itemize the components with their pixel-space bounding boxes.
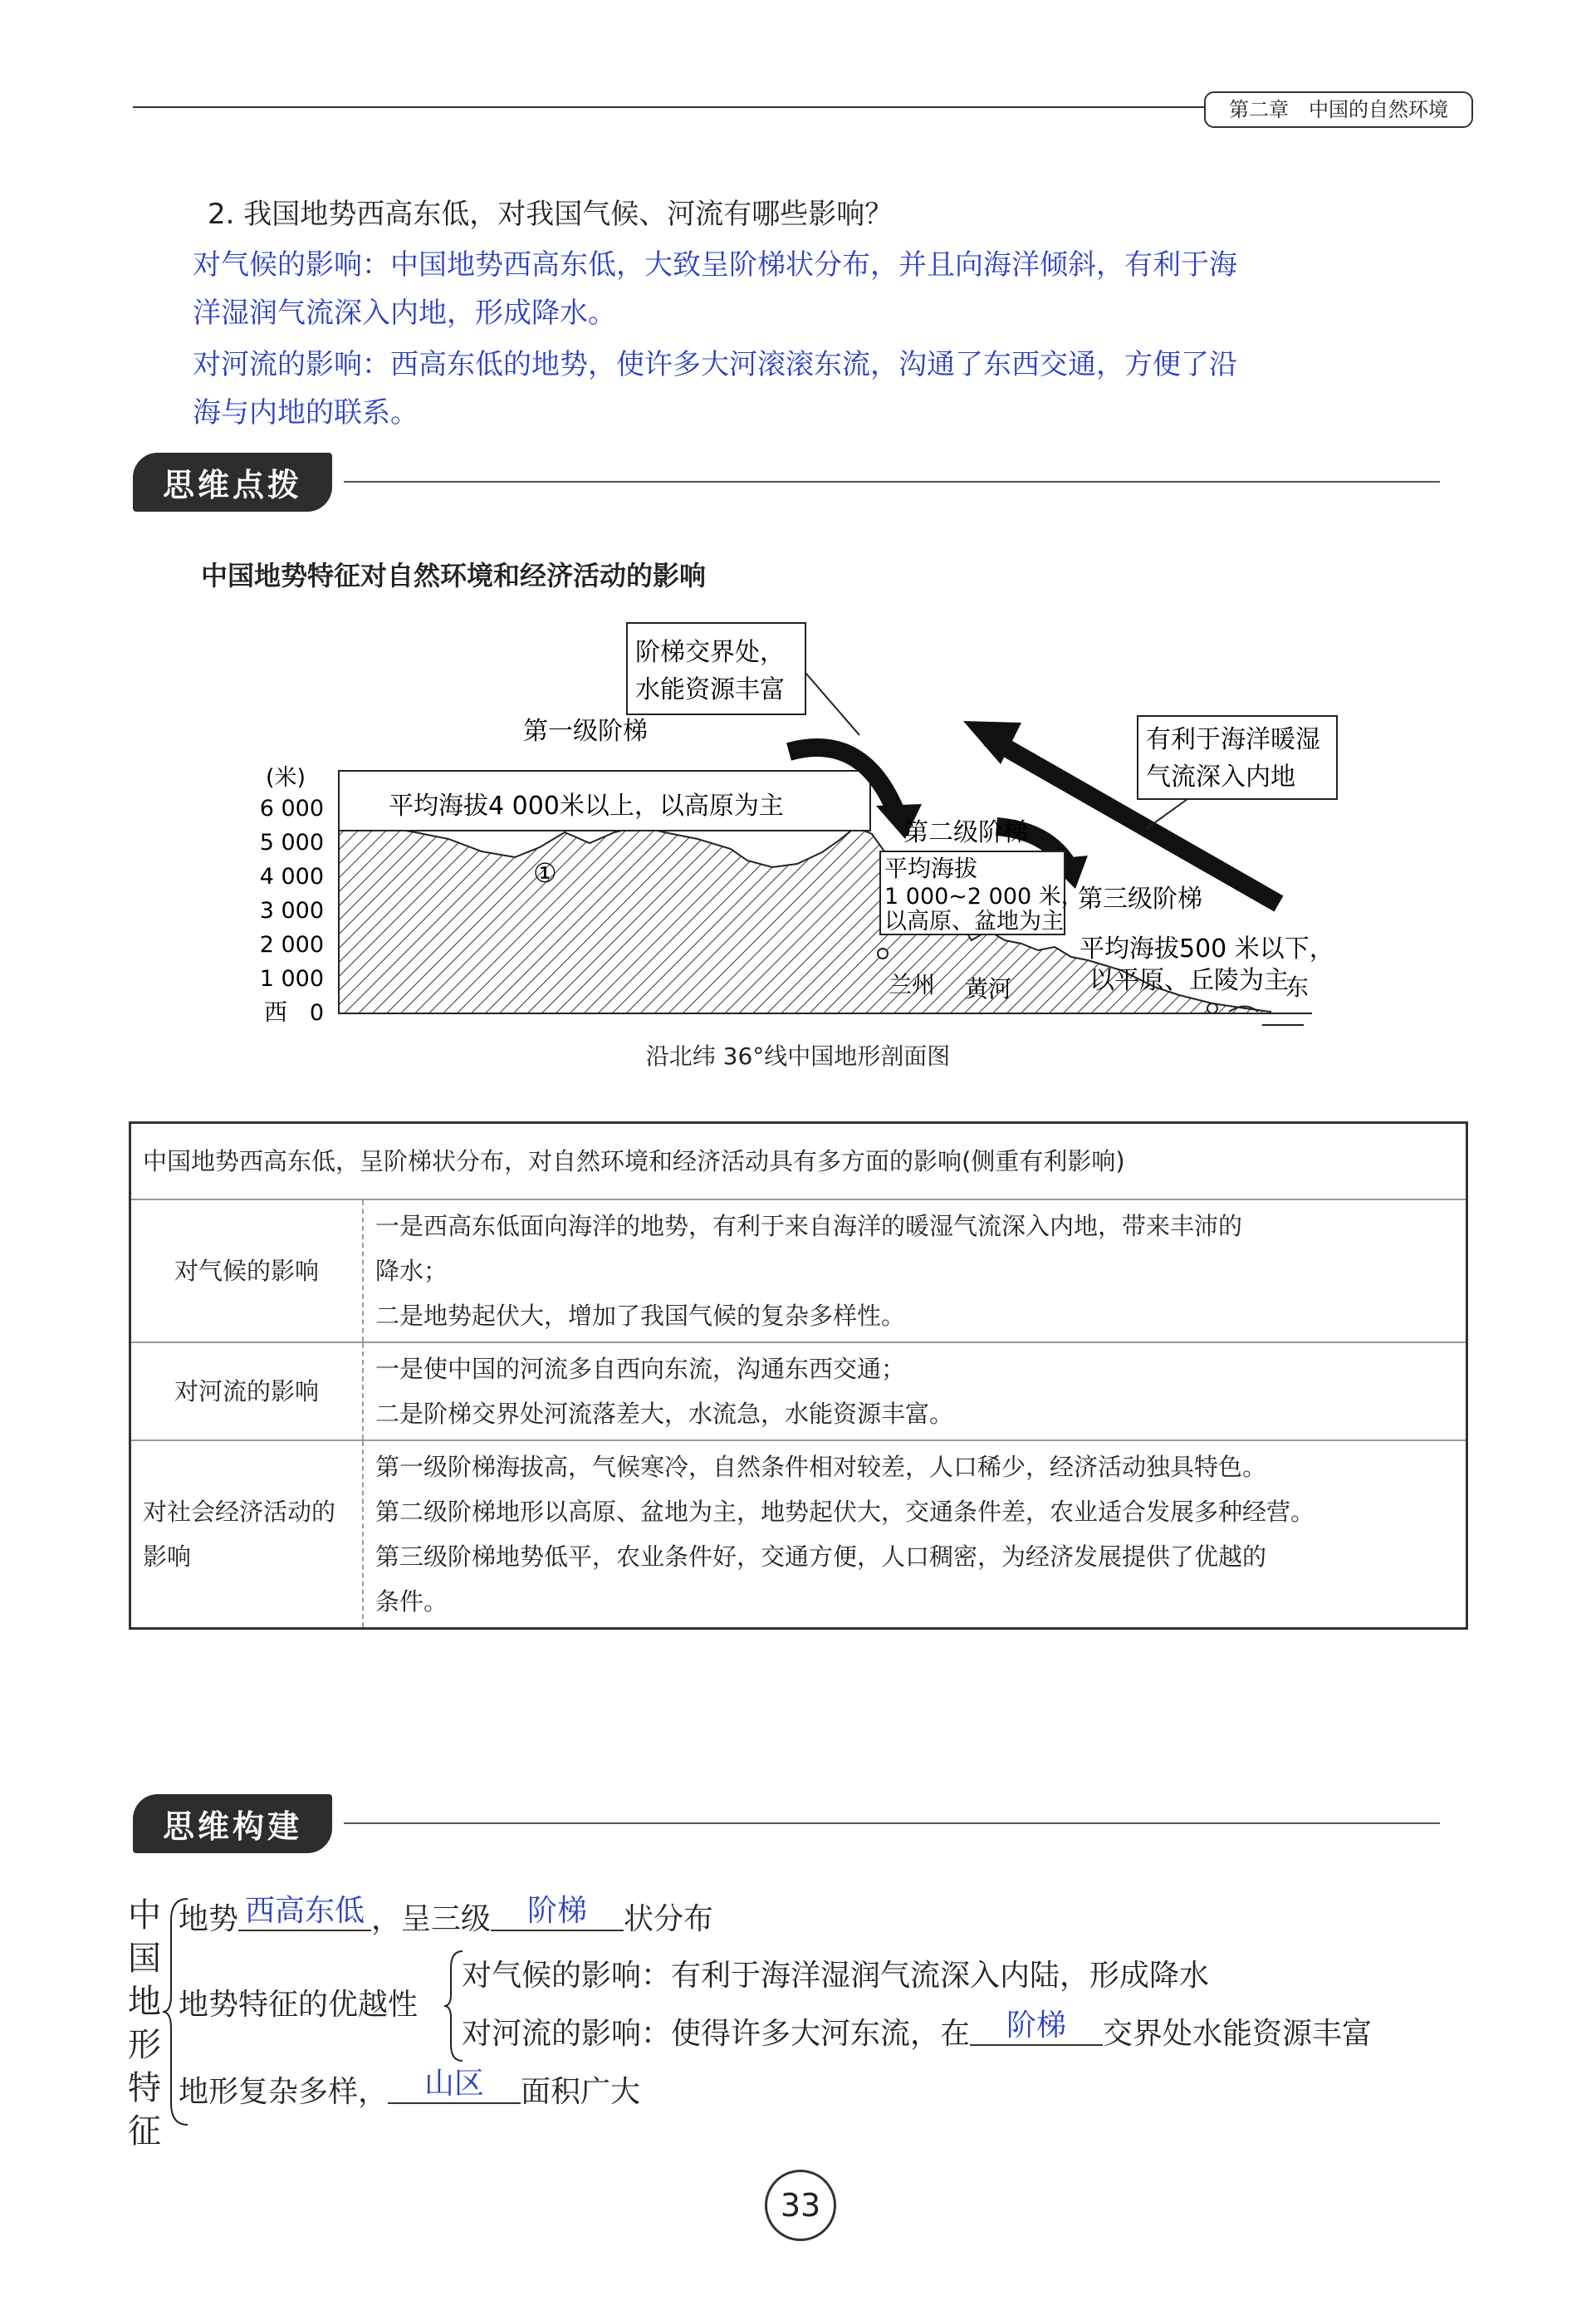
section-title: 思维构建 [133, 1794, 332, 1853]
row-content [363, 1342, 1467, 1440]
mindmap-branch-1 [179, 1896, 713, 1940]
mindmap-branch-2a: 对气候的影响：有利于海洋湿润气流深入内陆，形成降水 [462, 1959, 1210, 1993]
branch-text: ，呈三级 [371, 1902, 492, 1936]
row-line: 一是使中国的河流多自西向东流，沟通东西交通； [375, 1355, 906, 1383]
row-line: 二是地势起伏大，增加了我国气候的复杂多样性。 [375, 1302, 906, 1330]
branch-text: 面积广大 [521, 2075, 641, 2109]
answer-climate-1: 对气候的影响：中国地势西高东低，大致呈阶梯状分布，并且向海洋倾斜，有利于海 [193, 248, 1237, 282]
page-number: 33 [765, 2170, 836, 2241]
branch-text: 对河流的影响：使得许多大河东流，在 [462, 2017, 971, 2051]
y-tick: 6 000 [259, 796, 324, 822]
table-intro: 中国地势西高东低，呈阶梯状分布，对自然环境和经济活动具有多方面的影响(侧重有利影响) [143, 1147, 1125, 1175]
diagram-subtitle: 中国地势特征对自然环境和经济活动的影响 [201, 560, 707, 591]
chapter-label: 第二章 中国的自然环境 [1204, 91, 1473, 128]
step2-desc-1: 平均海拔 [884, 855, 978, 882]
row-label: 对河流的影响 [130, 1342, 364, 1440]
row-line: 条件。 [375, 1587, 448, 1616]
answer-river-2: 海与内地的联系。 [193, 396, 419, 429]
row-line: 二是阶梯交界处河流落差大，水流急，水能资源丰富。 [375, 1400, 954, 1428]
coast-point [1207, 1003, 1217, 1013]
lanzhou-label: 兰州 [889, 971, 936, 998]
callout-ocean-line2: 气流深入内地 [1146, 763, 1295, 792]
callout-boundary-line1: 阶梯交界处， [635, 638, 785, 667]
branch-text: 地势 [179, 1902, 239, 1936]
y-tick: 3 000 [259, 898, 324, 924]
row-label: 对气候的影响 [130, 1199, 364, 1342]
terrain-profile-diagram [249, 615, 1345, 1030]
yellow-river-label: 黄河 [965, 975, 1012, 1003]
table-row [130, 1123, 1467, 1200]
table-row [130, 1199, 1467, 1342]
callout-pointer [805, 673, 859, 735]
lanzhou-point [878, 949, 888, 959]
row-line: 第二级阶梯地形以高原、盆地为主，地势起伏大，交通条件差，农业适合发展多种经营。 [375, 1498, 1315, 1526]
y-tick: 2 000 [259, 932, 324, 958]
mindmap-branch-3 [179, 2068, 640, 2112]
row-line: 第三级阶梯地势低平，农业条件好，交通方便，人口稠密，为经济发展提供了优越的 [375, 1543, 1267, 1571]
row-label: 对社会经济活动的影响 [130, 1440, 364, 1629]
y-tick: 0 [309, 1000, 324, 1026]
section-title: 思维点拨 [133, 453, 332, 512]
row-line: 第一级阶梯海拔高，气候寒冷，自然条件相对较差，人口稀少，经济活动独具特色。 [375, 1453, 1267, 1481]
row-content [363, 1199, 1467, 1342]
fill-blank: 西高东低 [238, 1887, 371, 1931]
section-header-tips [133, 453, 1440, 511]
row-content [363, 1440, 1467, 1629]
question-text: 2. 我国地势西高东低，对我国气候、河流有哪些影响？ [208, 198, 893, 231]
y-unit: (米) [266, 765, 306, 791]
step3-label: 第三级阶梯 [1078, 885, 1202, 914]
fill-blank: 阶梯 [491, 1887, 624, 1931]
branch-text: 地形复杂多样， [179, 2075, 389, 2109]
answer-river-1: 对河流的影响：西高东低的地势，使许多大河滚滚东流，沟通了东西交通，方便了沿 [193, 348, 1237, 381]
section-rule [344, 481, 1440, 483]
step3-desc-1: 平均海拔500 米以下， [1080, 934, 1334, 964]
step1-desc: 平均海拔4 000米以上，以高原为主 [389, 792, 784, 821]
east-label: 东 [1285, 974, 1310, 1001]
mindmap-branch-2: 地势特征的优越性 [179, 1988, 419, 2022]
step3-desc-2: 以平原、丘陵为主 [1089, 966, 1289, 995]
mindmap-root: 中国地形特征 [128, 1896, 161, 2151]
y-tick: 5 000 [259, 830, 324, 856]
west-label: 西 [264, 998, 288, 1026]
callout-ocean-line1: 有利于海洋暖湿 [1146, 725, 1320, 754]
diagram-caption: 沿北纬 36°线中国地形剖面图 [645, 1042, 951, 1070]
y-tick: 1 000 [259, 966, 324, 992]
mindmap-branch-2b [462, 2010, 1372, 2054]
influence-table [129, 1121, 1468, 1630]
row-line: 降水； [375, 1257, 448, 1285]
callout-ocean-pointer [1146, 799, 1187, 829]
fill-blank: 阶梯 [970, 2002, 1103, 2046]
step1-marker: ① [533, 857, 557, 889]
row-line: 一是西高东低面向海洋的地势，有利于来自海洋的暖湿气流深入内地，带来丰沛的 [375, 1212, 1243, 1240]
step2-desc-2: 1 000~2 000 米， [884, 884, 1084, 910]
section-rule [344, 1822, 1440, 1824]
step1-label: 第一级阶梯 [523, 717, 648, 746]
fill-blank: 山区 [388, 2060, 521, 2104]
step2-desc-3: 以高原、盆地为主 [884, 909, 1064, 934]
step2-label: 第二级阶梯 [903, 818, 1028, 847]
header-rule [133, 106, 1204, 108]
section-header-build [133, 1794, 1440, 1852]
y-tick: 4 000 [259, 864, 324, 890]
branch-text: 交界处水能资源丰富 [1103, 2017, 1373, 2051]
table-row [130, 1440, 1467, 1629]
branch-text: 状分布 [624, 1902, 714, 1936]
callout-boundary-line2: 水能资源丰富 [635, 675, 785, 704]
answer-climate-2: 洋湿润气流深入内地，形成降水。 [193, 297, 616, 330]
table-row [130, 1342, 1467, 1440]
